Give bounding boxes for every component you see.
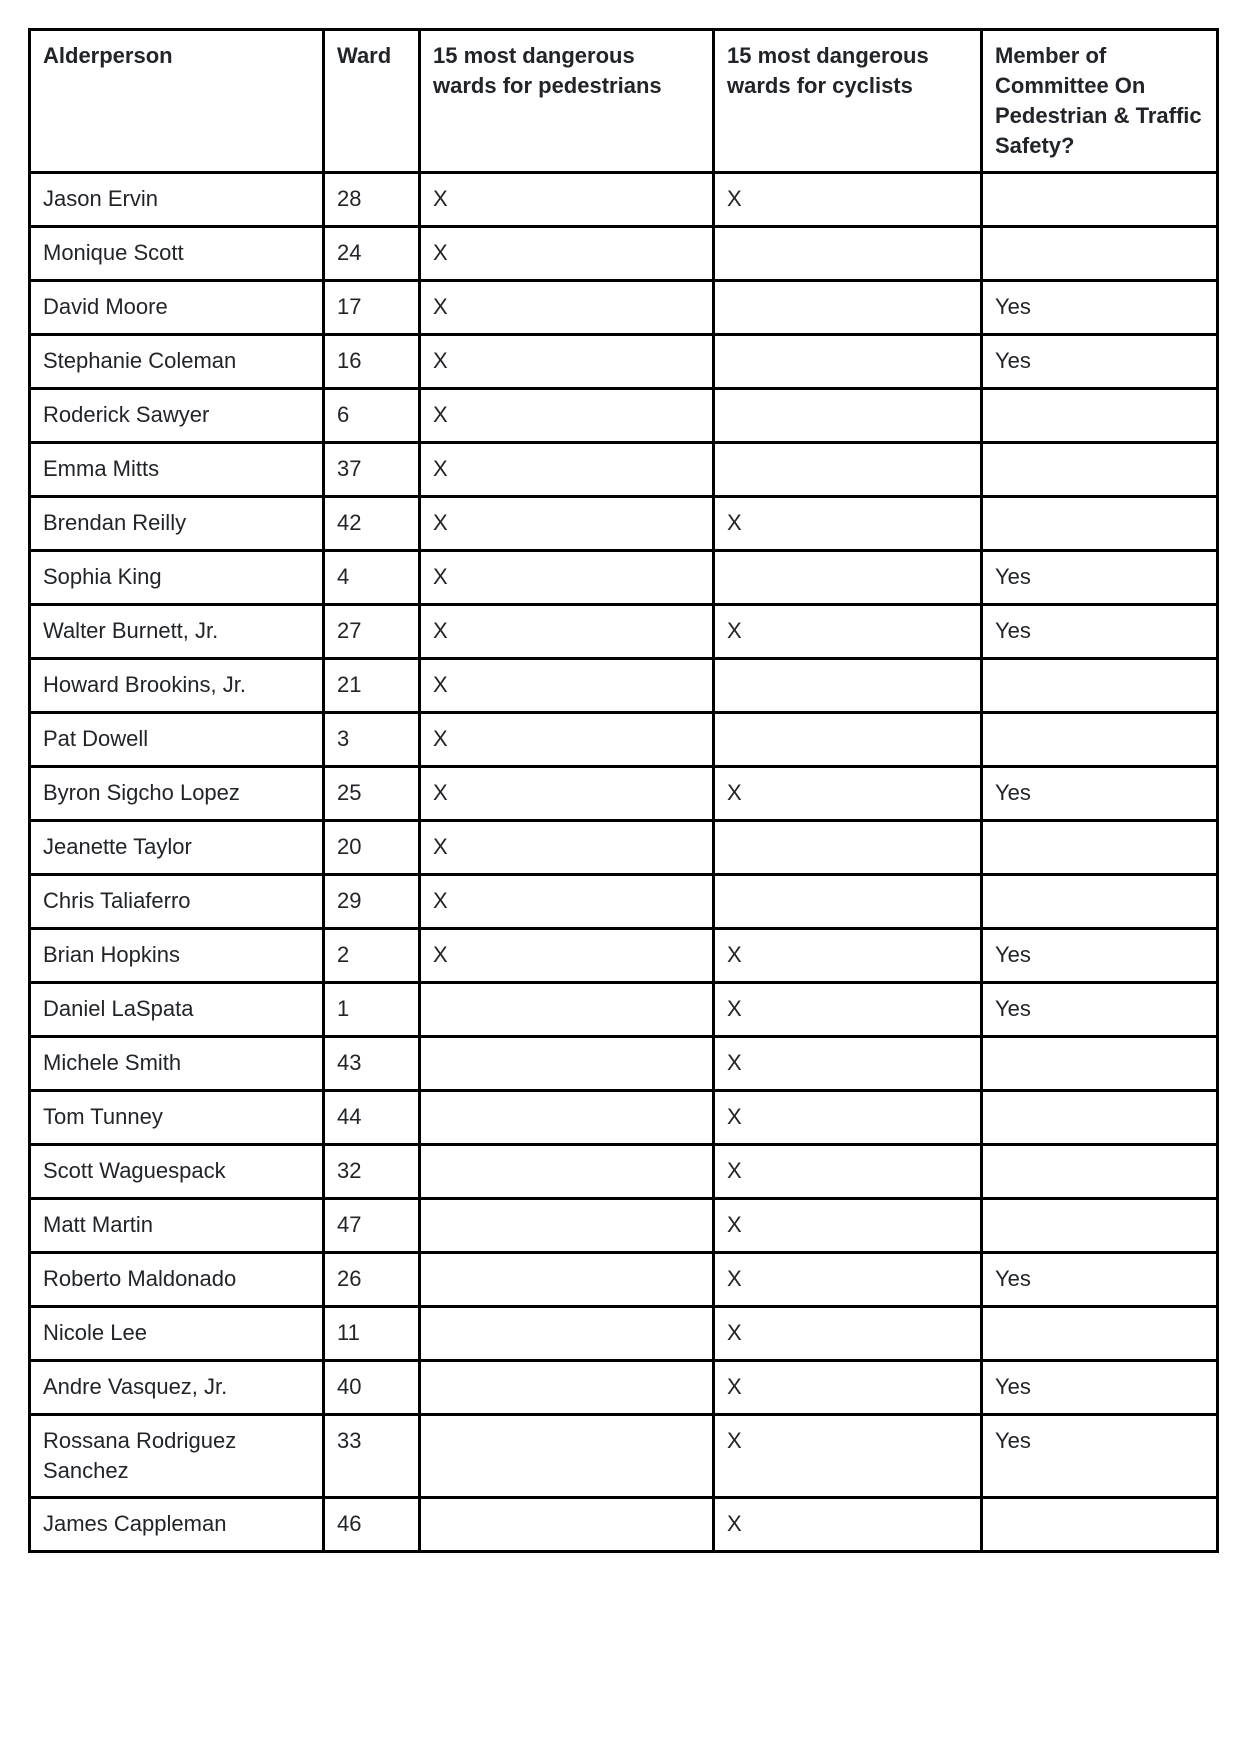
cell-alderperson-name: Chris Taliaferro [30,875,324,929]
cell-alderperson-name: Michele Smith [30,1037,324,1091]
cell-alderperson-name: Daniel LaSpata [30,983,324,1037]
table-row [30,173,1218,227]
cell-ward-number: 6 [324,389,420,443]
cell-ward-number: 16 [324,335,420,389]
cell-ward-number: 28 [324,173,420,227]
table-row [30,605,1218,659]
cell-committee-member [982,389,1218,443]
cell-alderperson-name: Nicole Lee [30,1307,324,1361]
cell-cyclists-mark: X [714,1091,982,1145]
cell-alderperson-name: Andre Vasquez, Jr. [30,1361,324,1415]
table-row [30,281,1218,335]
cell-pedestrians-mark: X [420,659,714,713]
cell-committee-member [982,173,1218,227]
cell-cyclists-mark: X [714,929,982,983]
cell-ward-number: 42 [324,497,420,551]
table-row [30,821,1218,875]
cell-alderperson-name: Jason Ervin [30,173,324,227]
table-row [30,227,1218,281]
table-row [30,1037,1218,1091]
cell-committee-member: Yes [982,281,1218,335]
cell-committee-member [982,659,1218,713]
cell-pedestrians-mark: X [420,767,714,821]
cell-ward-number: 43 [324,1037,420,1091]
table-row [30,983,1218,1037]
cell-alderperson-name: Monique Scott [30,227,324,281]
cell-cyclists-mark: X [714,983,982,1037]
cell-cyclists-mark: X [714,1361,982,1415]
cell-ward-number: 27 [324,605,420,659]
cell-alderperson-name: Byron Sigcho Lopez [30,767,324,821]
cell-pedestrians-mark: X [420,821,714,875]
cell-cyclists-mark: X [714,1415,982,1498]
table-row [30,713,1218,767]
cell-alderperson-name: Scott Waguespack [30,1145,324,1199]
header-dangerous-wards-pedestrians: 15 most dangerous wards for pedestrians [420,30,714,173]
cell-alderperson-name: Roberto Maldonado [30,1253,324,1307]
cell-pedestrians-mark [420,1307,714,1361]
table-row [30,443,1218,497]
cell-committee-member [982,497,1218,551]
cell-alderperson-name: Howard Brookins, Jr. [30,659,324,713]
table-row [30,1498,1218,1552]
cell-alderperson-name: Brian Hopkins [30,929,324,983]
cell-cyclists-mark [714,551,982,605]
cell-committee-member [982,713,1218,767]
table-row [30,1253,1218,1307]
table-row [30,335,1218,389]
cell-alderperson-name: Walter Burnett, Jr. [30,605,324,659]
cell-cyclists-mark [714,389,982,443]
cell-alderperson-name: James Cappleman [30,1498,324,1552]
cell-alderperson-name: Rossana Rodriguez Sanchez [30,1415,324,1498]
cell-ward-number: 2 [324,929,420,983]
cell-alderperson-name: Jeanette Taylor [30,821,324,875]
cell-committee-member: Yes [982,605,1218,659]
table-row [30,1307,1218,1361]
cell-committee-member: Yes [982,1253,1218,1307]
table-row [30,929,1218,983]
cell-alderperson-name: Brendan Reilly [30,497,324,551]
cell-pedestrians-mark: X [420,875,714,929]
cell-alderperson-name: Stephanie Coleman [30,335,324,389]
cell-cyclists-mark [714,335,982,389]
cell-pedestrians-mark: X [420,443,714,497]
table-row [30,497,1218,551]
cell-pedestrians-mark: X [420,281,714,335]
cell-pedestrians-mark [420,1253,714,1307]
cell-ward-number: 46 [324,1498,420,1552]
cell-pedestrians-mark [420,1498,714,1552]
cell-ward-number: 26 [324,1253,420,1307]
cell-pedestrians-mark [420,1199,714,1253]
cell-alderperson-name: Emma Mitts [30,443,324,497]
header-alderperson: Alderperson [30,30,324,173]
cell-cyclists-mark: X [714,1199,982,1253]
cell-ward-number: 11 [324,1307,420,1361]
cell-alderperson-name: Tom Tunney [30,1091,324,1145]
cell-pedestrians-mark [420,1037,714,1091]
cell-committee-member: Yes [982,551,1218,605]
cell-alderperson-name: Pat Dowell [30,713,324,767]
cell-cyclists-mark [714,227,982,281]
cell-ward-number: 3 [324,713,420,767]
cell-alderperson-name: Roderick Sawyer [30,389,324,443]
cell-committee-member: Yes [982,1415,1218,1498]
cell-pedestrians-mark: X [420,605,714,659]
cell-committee-member [982,227,1218,281]
cell-committee-member: Yes [982,767,1218,821]
cell-committee-member [982,1037,1218,1091]
cell-cyclists-mark: X [714,1498,982,1552]
table-row [30,659,1218,713]
cell-pedestrians-mark: X [420,551,714,605]
cell-pedestrians-mark [420,1361,714,1415]
cell-committee-member: Yes [982,1361,1218,1415]
cell-cyclists-mark: X [714,1253,982,1307]
cell-cyclists-mark [714,821,982,875]
cell-cyclists-mark: X [714,1145,982,1199]
header-ward: Ward [324,30,420,173]
cell-ward-number: 24 [324,227,420,281]
cell-committee-member [982,1199,1218,1253]
cell-committee-member [982,1498,1218,1552]
cell-alderperson-name: David Moore [30,281,324,335]
cell-committee-member [982,875,1218,929]
header-dangerous-wards-cyclists: 15 most dangerous wards for cyclists [714,30,982,173]
cell-ward-number: 4 [324,551,420,605]
cell-committee-member [982,821,1218,875]
table-row [30,1145,1218,1199]
cell-cyclists-mark: X [714,497,982,551]
cell-ward-number: 21 [324,659,420,713]
table-row [30,551,1218,605]
cell-pedestrians-mark: X [420,389,714,443]
cell-ward-number: 29 [324,875,420,929]
cell-pedestrians-mark: X [420,713,714,767]
cell-pedestrians-mark: X [420,497,714,551]
cell-ward-number: 37 [324,443,420,497]
header-committee-member: Member of Committee On Pedestrian & Traffic Safety? [982,30,1218,173]
cell-pedestrians-mark: X [420,929,714,983]
cell-pedestrians-mark [420,983,714,1037]
table-body [30,173,1218,1552]
cell-ward-number: 20 [324,821,420,875]
table-row [30,875,1218,929]
cell-ward-number: 1 [324,983,420,1037]
cell-alderperson-name: Matt Martin [30,1199,324,1253]
table-row [30,1199,1218,1253]
cell-cyclists-mark: X [714,1037,982,1091]
cell-cyclists-mark: X [714,1307,982,1361]
cell-pedestrians-mark [420,1091,714,1145]
table-row [30,1415,1218,1498]
cell-committee-member: Yes [982,335,1218,389]
cell-committee-member [982,443,1218,497]
cell-ward-number: 40 [324,1361,420,1415]
cell-cyclists-mark [714,659,982,713]
cell-committee-member [982,1145,1218,1199]
cell-pedestrians-mark [420,1145,714,1199]
table-row [30,1361,1218,1415]
cell-pedestrians-mark: X [420,173,714,227]
cell-cyclists-mark: X [714,767,982,821]
cell-ward-number: 25 [324,767,420,821]
table-row [30,767,1218,821]
cell-ward-number: 17 [324,281,420,335]
cell-ward-number: 33 [324,1415,420,1498]
cell-committee-member [982,1091,1218,1145]
cell-ward-number: 44 [324,1091,420,1145]
cell-committee-member: Yes [982,983,1218,1037]
cell-cyclists-mark [714,281,982,335]
table-row [30,389,1218,443]
alderperson-wards-table [28,28,1219,1553]
cell-ward-number: 47 [324,1199,420,1253]
cell-pedestrians-mark: X [420,335,714,389]
cell-pedestrians-mark [420,1415,714,1498]
cell-alderperson-name: Sophia King [30,551,324,605]
cell-cyclists-mark [714,875,982,929]
cell-ward-number: 32 [324,1145,420,1199]
cell-pedestrians-mark: X [420,227,714,281]
cell-committee-member [982,1307,1218,1361]
cell-committee-member: Yes [982,929,1218,983]
cell-cyclists-mark [714,713,982,767]
table-row [30,1091,1218,1145]
cell-cyclists-mark: X [714,173,982,227]
cell-cyclists-mark [714,443,982,497]
cell-cyclists-mark: X [714,605,982,659]
table-header-row [30,30,1218,173]
